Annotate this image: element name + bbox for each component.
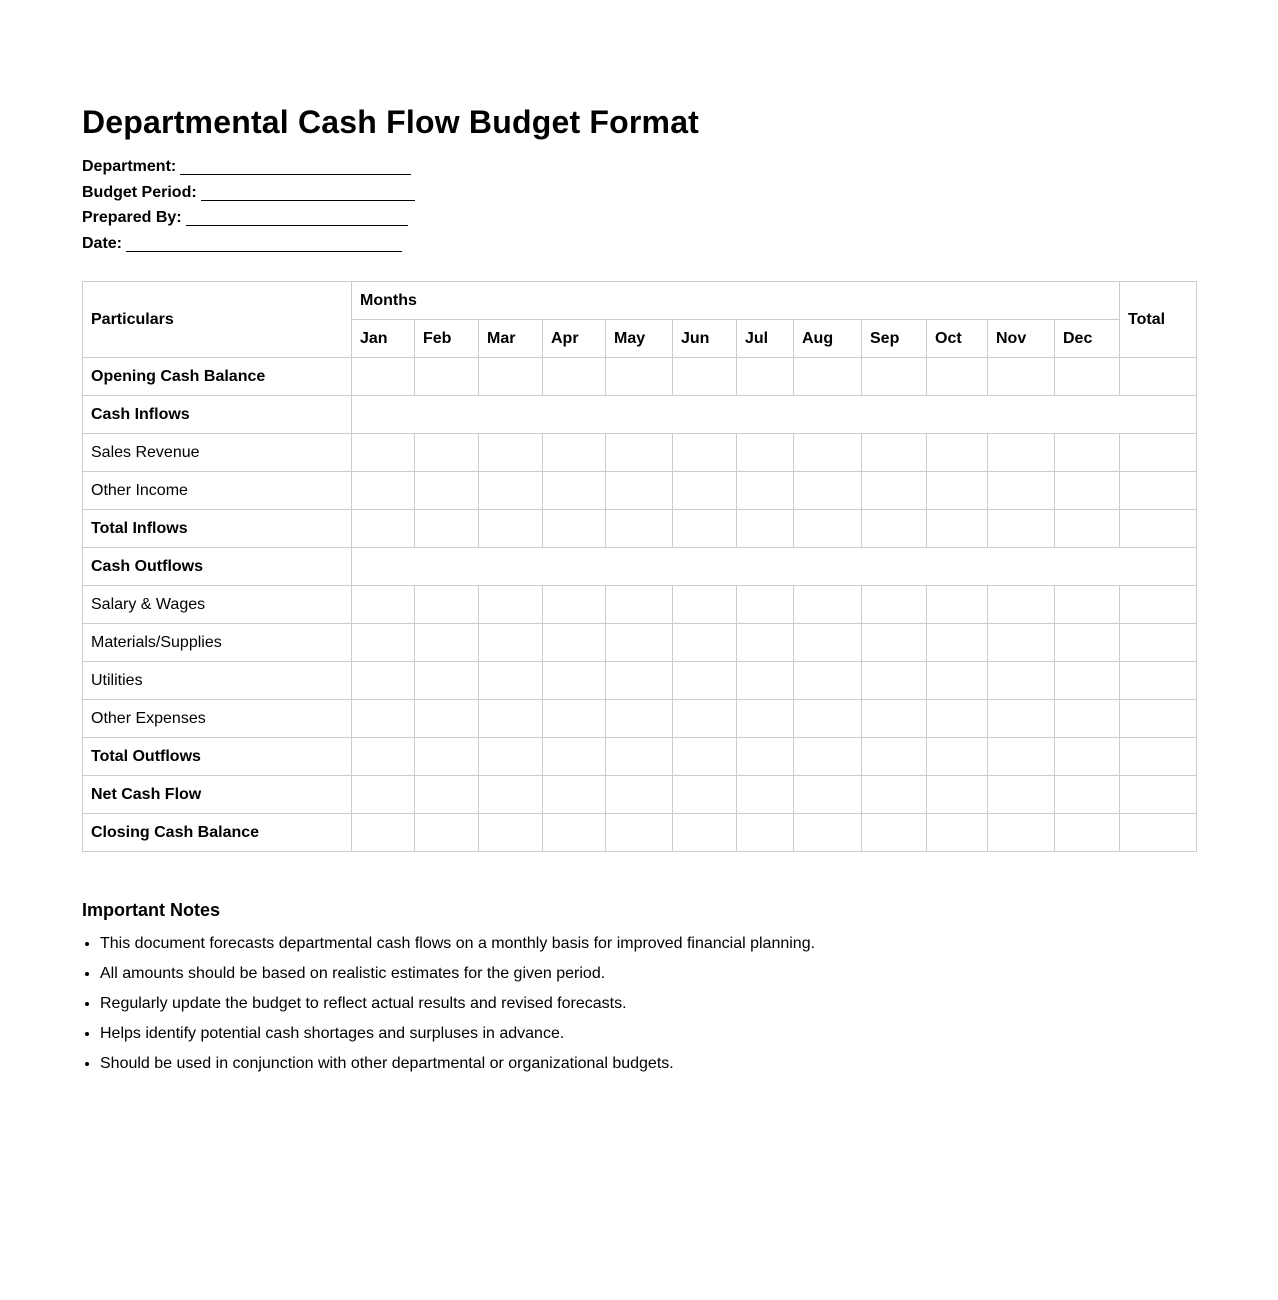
date-blank[interactable] <box>126 234 402 252</box>
month-value-cell[interactable] <box>543 776 606 814</box>
month-value-cell[interactable] <box>1055 700 1120 738</box>
month-value-cell[interactable] <box>352 472 415 510</box>
month-value-cell[interactable] <box>794 700 862 738</box>
month-header-jun: Jun <box>673 320 737 358</box>
month-value-cell[interactable] <box>794 624 862 662</box>
month-value-cell[interactable] <box>737 358 794 396</box>
prepared-by-field <box>82 205 1196 231</box>
month-value-cell[interactable] <box>543 510 606 548</box>
section-filler <box>352 396 1197 434</box>
month-value-cell[interactable] <box>794 662 862 700</box>
month-value-cell[interactable] <box>352 814 415 852</box>
month-value-cell[interactable] <box>988 358 1055 396</box>
particulars-header: Particulars <box>83 282 352 358</box>
month-value-cell[interactable] <box>543 814 606 852</box>
month-value-cell[interactable] <box>737 586 794 624</box>
month-header-jan: Jan <box>352 320 415 358</box>
header-fields <box>82 154 1196 256</box>
table-row <box>83 776 1197 814</box>
month-value-cell[interactable] <box>1055 624 1120 662</box>
department-blank[interactable] <box>180 157 411 175</box>
month-value-cell[interactable] <box>1055 510 1120 548</box>
month-value-cell[interactable] <box>415 586 479 624</box>
month-header-may: May <box>606 320 673 358</box>
month-value-cell[interactable] <box>606 434 673 472</box>
month-value-cell[interactable] <box>415 358 479 396</box>
notes-heading: Important Notes <box>82 900 221 920</box>
month-value-cell[interactable] <box>673 434 737 472</box>
month-value-cell[interactable] <box>794 510 862 548</box>
table-body <box>83 358 1197 852</box>
month-value-cell[interactable] <box>1055 358 1120 396</box>
month-value-cell[interactable] <box>927 700 988 738</box>
department-label: Department: <box>82 158 177 175</box>
month-value-cell[interactable] <box>479 510 543 548</box>
month-value-cell[interactable] <box>673 358 737 396</box>
table-row <box>83 700 1197 738</box>
month-value-cell[interactable] <box>606 738 673 776</box>
month-value-cell[interactable] <box>352 624 415 662</box>
row-label: Total Outflows <box>83 738 352 776</box>
month-value-cell[interactable] <box>1055 586 1120 624</box>
month-value-cell[interactable] <box>479 358 543 396</box>
month-value-cell[interactable] <box>415 434 479 472</box>
month-value-cell[interactable] <box>737 510 794 548</box>
prepared-by-label: Prepared By: <box>82 209 182 227</box>
row-label: Other Expenses <box>83 700 352 738</box>
budget-period-field <box>82 180 1196 206</box>
month-header-aug: Aug <box>794 320 862 358</box>
row-label: Total Inflows <box>83 510 352 548</box>
row-label: Materials/Supplies <box>83 624 352 662</box>
month-value-cell[interactable] <box>352 358 415 396</box>
month-value-cell[interactable] <box>988 738 1055 776</box>
month-header-jul: Jul <box>737 320 794 358</box>
month-value-cell[interactable] <box>927 662 988 700</box>
month-value-cell[interactable] <box>415 700 479 738</box>
month-value-cell[interactable] <box>606 472 673 510</box>
month-value-cell[interactable] <box>862 586 927 624</box>
month-value-cell[interactable] <box>794 358 862 396</box>
month-value-cell[interactable] <box>673 738 737 776</box>
table-row <box>83 738 1197 776</box>
table-row <box>83 434 1197 472</box>
month-value-cell[interactable] <box>543 358 606 396</box>
row-label: Closing Cash Balance <box>83 814 352 852</box>
total-value-cell[interactable] <box>1120 700 1197 738</box>
month-value-cell[interactable] <box>415 662 479 700</box>
row-label: Sales Revenue <box>83 434 352 472</box>
month-value-cell[interactable] <box>606 358 673 396</box>
month-header-nov: Nov <box>988 320 1055 358</box>
table-row <box>83 662 1197 700</box>
cash-flow-table <box>82 281 1197 852</box>
month-value-cell[interactable] <box>415 624 479 662</box>
month-value-cell[interactable] <box>737 662 794 700</box>
month-value-cell[interactable] <box>673 586 737 624</box>
table-row <box>83 472 1197 510</box>
row-label: Net Cash Flow <box>83 776 352 814</box>
month-value-cell[interactable] <box>415 776 479 814</box>
month-value-cell[interactable] <box>606 814 673 852</box>
month-value-cell[interactable] <box>988 624 1055 662</box>
row-label: Other Income <box>83 472 352 510</box>
month-value-cell[interactable] <box>988 776 1055 814</box>
month-value-cell[interactable] <box>543 738 606 776</box>
date-field <box>82 231 1196 257</box>
table-row <box>83 396 1197 434</box>
total-value-cell[interactable] <box>1120 738 1197 776</box>
month-header-mar: Mar <box>479 320 543 358</box>
total-value-cell[interactable] <box>1120 358 1197 396</box>
month-header-apr: Apr <box>543 320 606 358</box>
month-value-cell[interactable] <box>479 434 543 472</box>
row-label: Cash Outflows <box>83 548 352 586</box>
month-value-cell[interactable] <box>862 700 927 738</box>
month-value-cell[interactable] <box>927 624 988 662</box>
total-value-cell[interactable] <box>1120 776 1197 814</box>
month-value-cell[interactable] <box>794 434 862 472</box>
total-value-cell[interactable] <box>1120 662 1197 700</box>
month-value-cell[interactable] <box>415 472 479 510</box>
month-value-cell[interactable] <box>543 700 606 738</box>
month-value-cell[interactable] <box>479 814 543 852</box>
date-label: Date: <box>82 234 123 252</box>
month-value-cell[interactable] <box>927 472 988 510</box>
month-value-cell[interactable] <box>988 814 1055 852</box>
row-label: Salary & Wages <box>83 586 352 624</box>
month-value-cell[interactable] <box>737 814 794 852</box>
month-value-cell[interactable] <box>862 738 927 776</box>
month-value-cell[interactable] <box>543 472 606 510</box>
total-value-cell[interactable] <box>1120 434 1197 472</box>
total-value-cell[interactable] <box>1120 510 1197 548</box>
row-label: Opening Cash Balance <box>83 358 352 396</box>
month-value-cell[interactable] <box>606 624 673 662</box>
budget-period-label: Budget Period: <box>82 183 197 201</box>
month-value-cell[interactable] <box>543 624 606 662</box>
month-value-cell[interactable] <box>862 510 927 548</box>
month-value-cell[interactable] <box>673 662 737 700</box>
month-header-dec: Dec <box>1055 320 1120 358</box>
month-value-cell[interactable] <box>352 662 415 700</box>
note-item: • Regularly update the budget to reflect actual results and revised forecasts. <box>100 994 1196 1014</box>
total-value-cell[interactable] <box>1120 624 1197 662</box>
prepared-by-blank[interactable] <box>186 208 408 226</box>
department-field <box>82 154 1196 180</box>
row-label: Cash Inflows <box>83 396 352 434</box>
table-row <box>83 814 1197 852</box>
month-value-cell[interactable] <box>479 662 543 700</box>
month-header-feb: Feb <box>415 320 479 358</box>
month-value-cell[interactable] <box>1055 738 1120 776</box>
month-value-cell[interactable] <box>737 434 794 472</box>
month-value-cell[interactable] <box>862 472 927 510</box>
month-value-cell[interactable] <box>606 662 673 700</box>
row-label: Utilities <box>83 662 352 700</box>
month-value-cell[interactable] <box>988 434 1055 472</box>
month-value-cell[interactable] <box>479 472 543 510</box>
document-page <box>82 102 1196 1072</box>
month-value-cell[interactable] <box>794 586 862 624</box>
total-header: Total <box>1120 282 1197 358</box>
month-value-cell[interactable] <box>415 510 479 548</box>
month-value-cell[interactable] <box>794 472 862 510</box>
month-value-cell[interactable] <box>606 776 673 814</box>
month-value-cell[interactable] <box>862 624 927 662</box>
month-value-cell[interactable] <box>606 586 673 624</box>
table-row <box>83 586 1197 624</box>
month-value-cell[interactable] <box>673 814 737 852</box>
month-header-sep: Sep <box>862 320 927 358</box>
month-value-cell[interactable] <box>927 510 988 548</box>
month-value-cell[interactable] <box>988 472 1055 510</box>
notes-list <box>82 934 1196 1074</box>
months-header: Months <box>352 282 1120 320</box>
note-item: • Helps identify potential cash shortages and surpluses in advance. <box>100 1024 1196 1044</box>
month-value-cell[interactable] <box>479 738 543 776</box>
month-value-cell[interactable] <box>927 814 988 852</box>
note-item: • All amounts should be based on realistic estimates for the given period. <box>100 964 1196 984</box>
month-value-cell[interactable] <box>673 510 737 548</box>
month-value-cell[interactable] <box>862 776 927 814</box>
page-title: Departmental Cash Flow Budget Format <box>82 104 700 140</box>
month-value-cell[interactable] <box>794 738 862 776</box>
month-value-cell[interactable] <box>988 662 1055 700</box>
month-value-cell[interactable] <box>352 586 415 624</box>
month-value-cell[interactable] <box>1055 776 1120 814</box>
month-value-cell[interactable] <box>543 586 606 624</box>
month-value-cell[interactable] <box>479 624 543 662</box>
note-item: • Should be used in conjunction with other departmental or organizational budgets. <box>100 1054 1196 1074</box>
month-value-cell[interactable] <box>673 700 737 738</box>
month-value-cell[interactable] <box>479 776 543 814</box>
month-value-cell[interactable] <box>415 738 479 776</box>
total-value-cell[interactable] <box>1120 814 1197 852</box>
month-value-cell[interactable] <box>927 738 988 776</box>
month-value-cell[interactable] <box>737 624 794 662</box>
month-value-cell[interactable] <box>479 586 543 624</box>
table-row <box>83 510 1197 548</box>
month-value-cell[interactable] <box>543 662 606 700</box>
month-value-cell[interactable] <box>737 738 794 776</box>
budget-period-blank[interactable] <box>201 183 415 201</box>
month-value-cell[interactable] <box>352 700 415 738</box>
month-value-cell[interactable] <box>988 510 1055 548</box>
total-value-cell[interactable] <box>1120 586 1197 624</box>
month-value-cell[interactable] <box>862 358 927 396</box>
month-header-oct: Oct <box>927 320 988 358</box>
table-row <box>83 358 1197 396</box>
month-value-cell[interactable] <box>862 814 927 852</box>
month-value-cell[interactable] <box>794 776 862 814</box>
month-value-cell[interactable] <box>927 358 988 396</box>
month-value-cell[interactable] <box>737 776 794 814</box>
month-value-cell[interactable] <box>352 434 415 472</box>
month-value-cell[interactable] <box>1055 814 1120 852</box>
month-value-cell[interactable] <box>988 700 1055 738</box>
month-value-cell[interactable] <box>737 700 794 738</box>
month-value-cell[interactable] <box>927 586 988 624</box>
month-value-cell[interactable] <box>927 776 988 814</box>
month-value-cell[interactable] <box>352 738 415 776</box>
month-value-cell[interactable] <box>927 434 988 472</box>
month-value-cell[interactable] <box>606 700 673 738</box>
table-row <box>83 548 1197 586</box>
table-row <box>83 624 1197 662</box>
month-value-cell[interactable] <box>415 814 479 852</box>
month-value-cell[interactable] <box>862 434 927 472</box>
month-value-cell[interactable] <box>352 776 415 814</box>
month-value-cell[interactable] <box>352 510 415 548</box>
month-value-cell[interactable] <box>1055 434 1120 472</box>
month-value-cell[interactable] <box>988 586 1055 624</box>
month-value-cell[interactable] <box>606 510 673 548</box>
month-value-cell[interactable] <box>673 472 737 510</box>
month-value-cell[interactable] <box>737 472 794 510</box>
month-value-cell[interactable] <box>794 814 862 852</box>
month-value-cell[interactable] <box>1055 662 1120 700</box>
month-value-cell[interactable] <box>673 624 737 662</box>
total-value-cell[interactable] <box>1120 472 1197 510</box>
section-filler <box>352 548 1197 586</box>
month-value-cell[interactable] <box>862 662 927 700</box>
month-value-cell[interactable] <box>673 776 737 814</box>
month-value-cell[interactable] <box>543 434 606 472</box>
important-notes <box>82 898 1196 1084</box>
month-value-cell[interactable] <box>1055 472 1120 510</box>
month-value-cell[interactable] <box>479 700 543 738</box>
note-item: • This document forecasts departmental cash flows on a monthly basis for improved financial planning. <box>100 934 1196 954</box>
